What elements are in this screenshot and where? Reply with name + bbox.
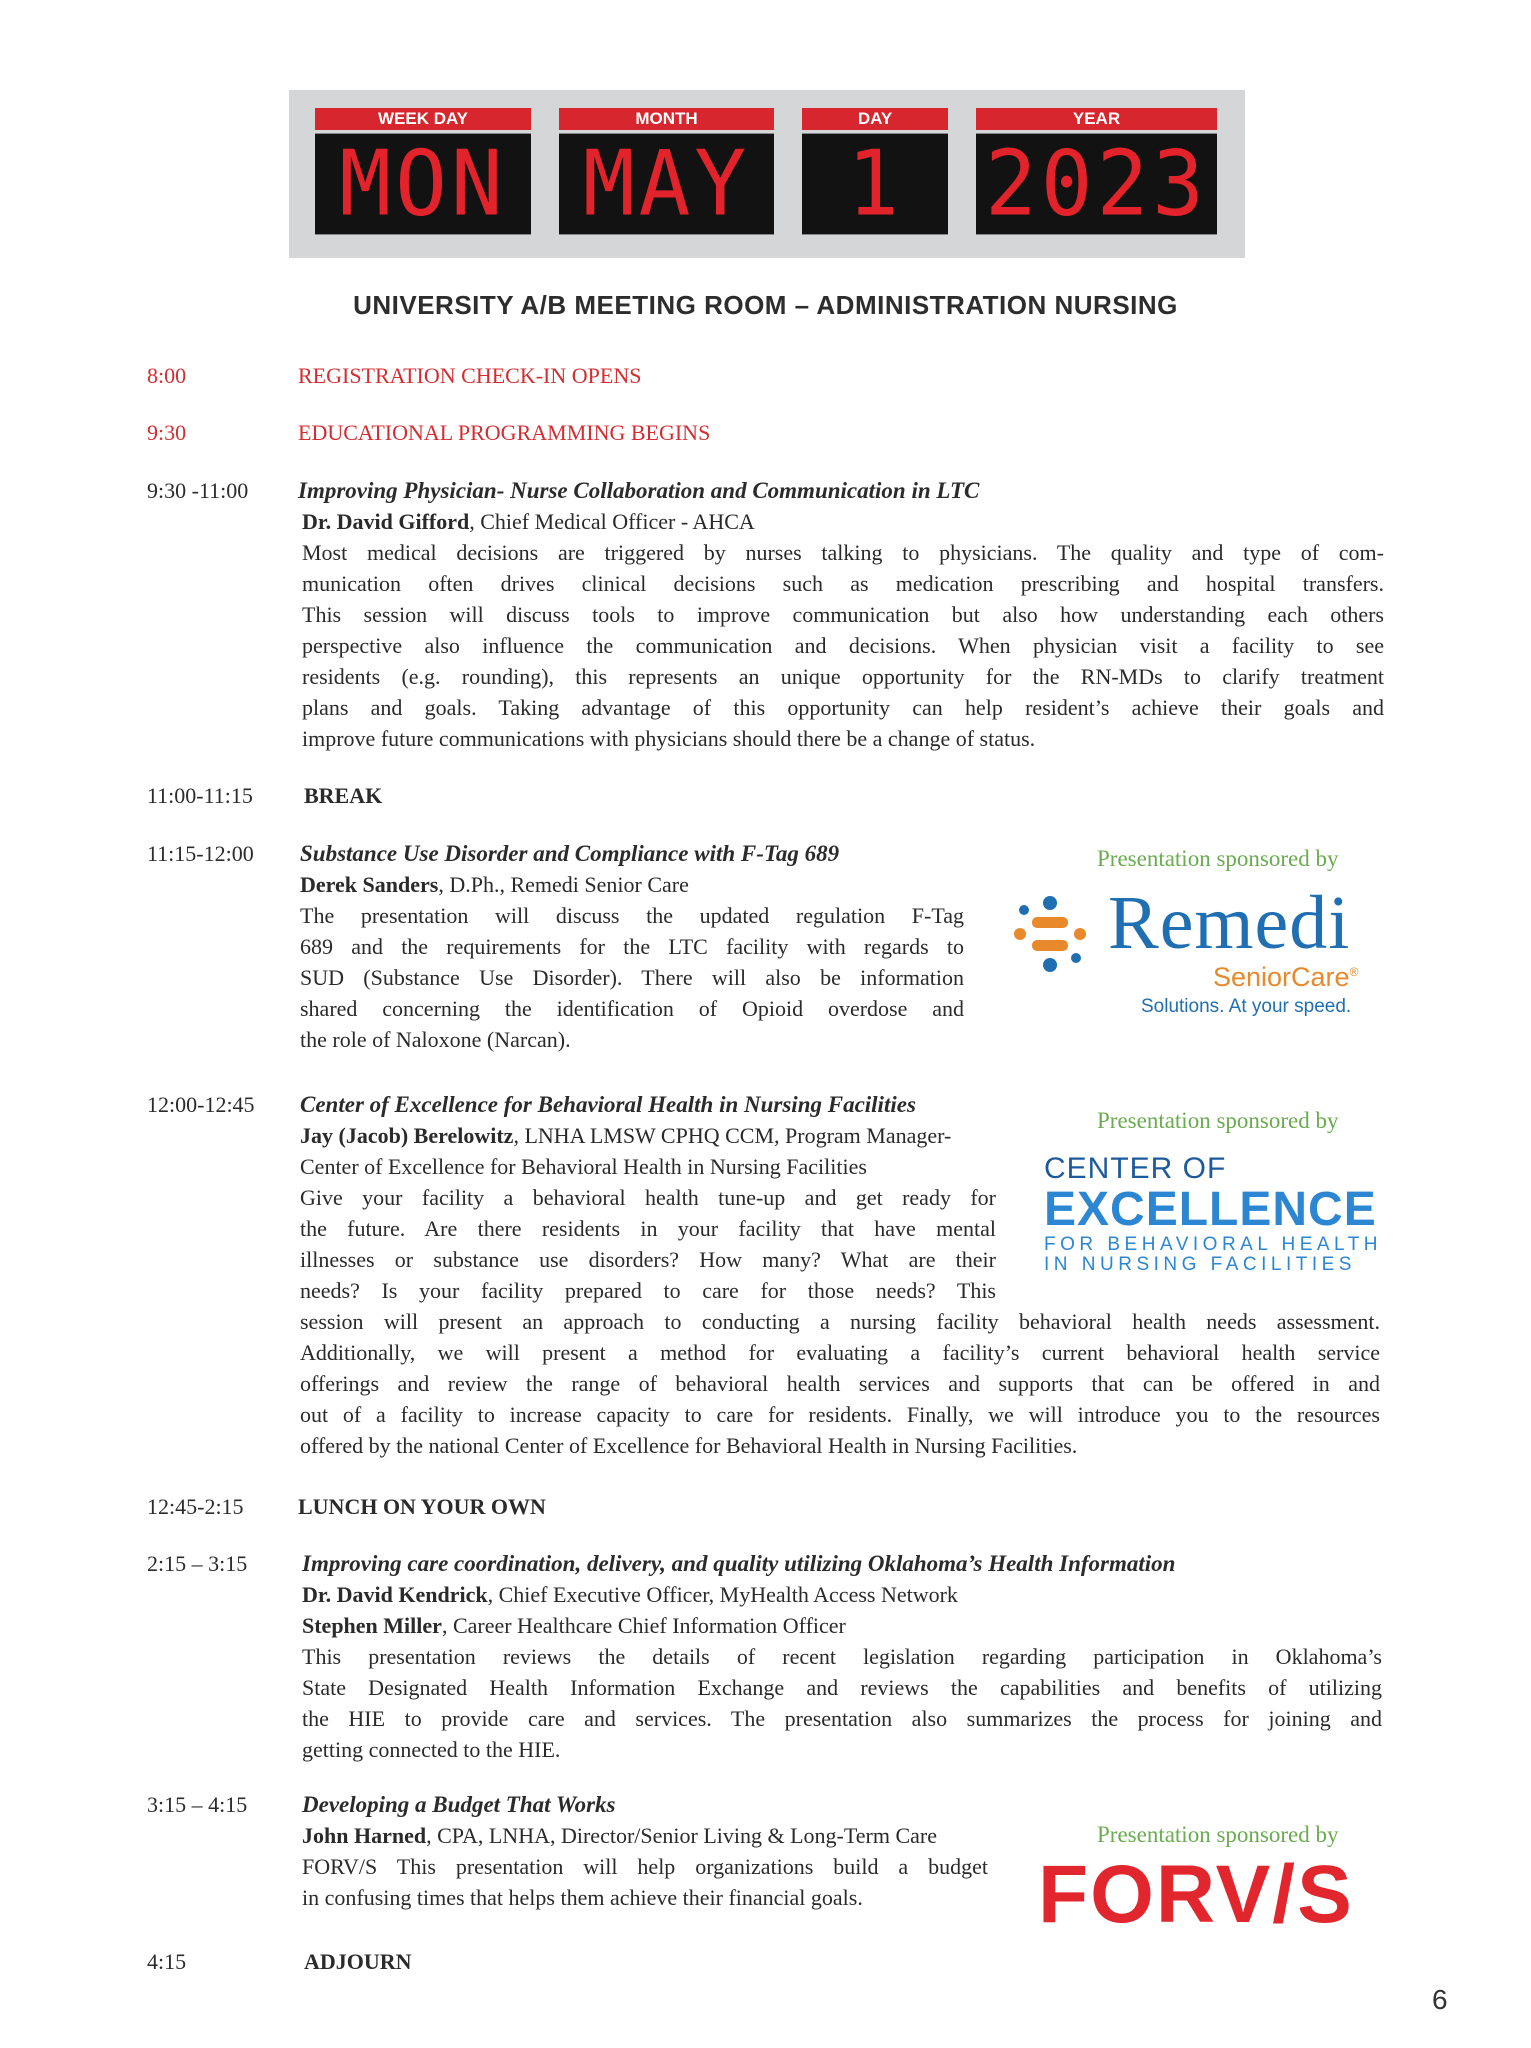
month-label: MONTH: [559, 108, 774, 130]
session5: [302, 1789, 1102, 1913]
session5-speaker: [302, 1820, 1102, 1851]
year-label: YEAR: [976, 108, 1217, 130]
session5-desc-line: in confusing times that helps them achieve their financial goals.: [302, 1885, 863, 1910]
session1-desc-line: munication often drives clinical decisions such as medication prescribing and hospital transfers.: [302, 571, 1384, 596]
session1-desc-line: residents (e.g. rounding), this represents an unique opportunity for the RN-MDs to clarify treatment: [302, 664, 1384, 689]
session4-desc-line: This presentation reviews the details of recent legislation regarding participation in Oklahoma’s: [302, 1644, 1382, 1669]
month-box: [559, 108, 774, 237]
weekday-value: MON: [315, 134, 531, 235]
room-title: UNIVERSITY A/B MEETING ROOM – ADMINISTRATION NURSING: [353, 290, 1178, 320]
session2-description: [300, 900, 964, 1055]
session4-title: Improving care coordination, delivery, and quality utilizing Oklahoma’s Health Information: [302, 1551, 1176, 1576]
session4-speaker2-name: Stephen Miller: [302, 1613, 442, 1638]
adjourn-time: 4:15: [147, 1949, 187, 1974]
session2-desc-line: 689 and the requirements for the LTC facility with regards to: [300, 934, 964, 959]
session4-description: [302, 1641, 1382, 1765]
session5-title: Developing a Budget That Works: [302, 1792, 616, 1817]
session3-speaker-org: Center of Excellence for Behavioral Health in Nursing Facilities: [300, 1154, 867, 1179]
programming-label: EDUCATIONAL PROGRAMMING BEGINS: [298, 420, 711, 445]
coe-logo: [1044, 1153, 1384, 1273]
session4-desc-line: State Designated Health Information Exchange and reviews the capabilities and benefits of utilizing: [302, 1675, 1382, 1700]
session3: [300, 1089, 1390, 1461]
date-banner: [289, 90, 1245, 258]
adjourn-label: ADJOURN: [304, 1949, 412, 1974]
session2-speaker-role: , D.Ph., Remedi Senior Care: [438, 872, 689, 897]
lunch-time: 12:45-2:15: [147, 1494, 244, 1519]
session5-speaker-role: , CPA, LNHA, Director/Senior Living & Long-Term Care: [426, 1823, 937, 1848]
session1-speaker-name: Dr. David Gifford: [302, 509, 470, 534]
session3-sponsor-text: Presentation sponsored by: [1097, 1108, 1339, 1133]
session2-title: Substance Use Disorder and Compliance with F-Tag 689: [300, 841, 840, 866]
session1-desc-line: Most medical decisions are triggered by nurses talking to physicians. The quality and type of com-: [302, 540, 1384, 565]
session4-time: 2:15 – 3:15: [147, 1551, 248, 1576]
day-label: DAY: [802, 108, 948, 130]
session4-speaker1: [302, 1579, 1392, 1610]
day-value: 1: [802, 134, 948, 235]
session1-desc-line: This session will discuss tools to improve communication but also how understanding each others: [302, 602, 1384, 627]
year-value: 2023: [976, 134, 1217, 235]
registration-label: REGISTRATION CHECK-IN OPENS: [298, 363, 642, 388]
session3-desc-line: session will present an approach to conducting a nursing facility behavioral health needs assessment.: [300, 1309, 1380, 1334]
session1-title: Improving Physician- Nurse Collaboration and Communication in LTC: [298, 478, 980, 503]
session1-desc-line: improve future communications with physicians should there be a change of status.: [302, 726, 1036, 751]
session4-speaker2-role: , Career Healthcare Chief Information Officer: [441, 1613, 846, 1638]
forvis-logo: FORV/S: [1038, 1849, 1354, 1940]
session3-desc-line: illnesses or substance use disorders? How many? What are their: [300, 1247, 996, 1272]
remedi-sub-text: SeniorCare: [1213, 962, 1350, 992]
session3-title: Center of Excellence for Behavioral Health in Nursing Facilities: [300, 1092, 916, 1117]
remedi-sub: [1213, 962, 1358, 993]
remedi-registered-mark: ®: [1349, 965, 1359, 979]
session3-desc-line: the future. Are there residents in your facility that have mental: [300, 1216, 996, 1241]
session1-speaker: [298, 506, 1388, 537]
coe-line1: CENTER OF: [1044, 1152, 1227, 1185]
session2: [300, 838, 980, 1055]
coe-line2: EXCELLENCE: [1044, 1183, 1377, 1236]
weekday-label: WEEK DAY: [315, 108, 531, 130]
year-box: [976, 108, 1217, 237]
lunch-label: LUNCH ON YOUR OWN: [298, 1494, 546, 1519]
session3-speaker-name: Jay (Jacob) Berelowitz: [300, 1123, 514, 1148]
session3-desc-line: needs? Is your facility prepared to care for those needs? This: [300, 1278, 996, 1303]
session2-speaker: [300, 869, 980, 900]
session5-sponsor-text: Presentation sponsored by: [1097, 1822, 1339, 1847]
remedi-name: Remedi: [1108, 881, 1351, 965]
session1-time: 9:30 -11:00: [147, 478, 249, 503]
session1-speaker-role: , Chief Medical Officer - AHCA: [469, 509, 755, 534]
programming-time: 9:30: [147, 420, 187, 445]
break-time: 11:00-11:15: [147, 783, 253, 808]
session5-description: [302, 1851, 988, 1913]
session2-desc-line: SUD (Substance Use Disorder). There will also be information: [300, 965, 964, 990]
session2-speaker-name: Derek Sanders: [300, 872, 439, 897]
session2-desc-line: the role of Naloxone (Narcan).: [300, 1027, 571, 1052]
session3-time: 12:00-12:45: [147, 1092, 255, 1117]
session4-speaker1-name: Dr. David Kendrick: [302, 1582, 488, 1607]
remedi-tagline: Solutions. At your speed.: [1141, 996, 1352, 1017]
registration-time: 8:00: [147, 363, 187, 388]
remedi-mark-icon: [1010, 894, 1090, 974]
session3-desc-line: Give your facility a behavioral health tune-up and get ready for: [300, 1185, 996, 1210]
session5-desc-line: FORV/S This presentation will help organizations build a budget: [302, 1854, 988, 1879]
session4-desc-line: the HIE to provide care and services. The presentation also summarizes the process for joining and: [302, 1706, 1382, 1731]
remedi-logo: [1010, 881, 1410, 1028]
month-value: MAY: [559, 134, 774, 235]
break-label: BREAK: [304, 783, 383, 808]
session3-desc-line: Additionally, we will present a method for evaluating a facility’s current behavioral health service: [300, 1340, 1380, 1365]
session3-speaker-role: , LNHA LMSW CPHQ CCM, Program Manager-: [513, 1123, 952, 1148]
session3-desc-line: offerings and review the range of behavioral health services and supports that can be offered in and: [300, 1371, 1380, 1396]
session4: [302, 1548, 1392, 1765]
session2-time: 11:15-12:00: [147, 841, 254, 866]
session4-desc-line: getting connected to the HIE.: [302, 1737, 561, 1762]
coe-line3: FOR BEHAVIORAL HEALTH: [1044, 1234, 1383, 1255]
session1-desc-line: perspective also influence the communication and decisions. When physician visit a facility to see: [302, 633, 1384, 658]
session2-desc-line: shared concerning the identification of Opioid overdose and: [300, 996, 964, 1021]
session1-description: [298, 537, 1384, 754]
page-number: 6: [1432, 1984, 1448, 2015]
session4-speaker1-role: , Chief Executive Officer, MyHealth Access Network: [487, 1582, 958, 1607]
day-box: [802, 108, 948, 237]
session3-description-wide: [300, 1275, 1380, 1461]
session5-speaker-name: John Harned: [302, 1823, 427, 1848]
session3-description-narrow: [300, 1182, 996, 1275]
session4-speaker2: [302, 1610, 1392, 1641]
session1-desc-line: plans and goals. Taking advantage of this opportunity can help resident’s achieve their goals and: [302, 695, 1384, 720]
session3-desc-line: offered by the national Center of Excellence for Behavioral Health in Nursing Facilities.: [300, 1433, 1078, 1458]
session3-desc-line: out of a facility to increase capacity to care for residents. Finally, we will introduce you to the resources: [300, 1402, 1380, 1427]
session2-sponsor-text: Presentation sponsored by: [1097, 846, 1339, 871]
weekday-box: [315, 108, 531, 237]
coe-line4: IN NURSING FACILITIES: [1044, 1254, 1356, 1275]
session5-time: 3:15 – 4:15: [147, 1792, 248, 1817]
session1: [298, 475, 1388, 754]
session2-desc-line: The presentation will discuss the updated regulation F-Tag: [300, 903, 964, 928]
